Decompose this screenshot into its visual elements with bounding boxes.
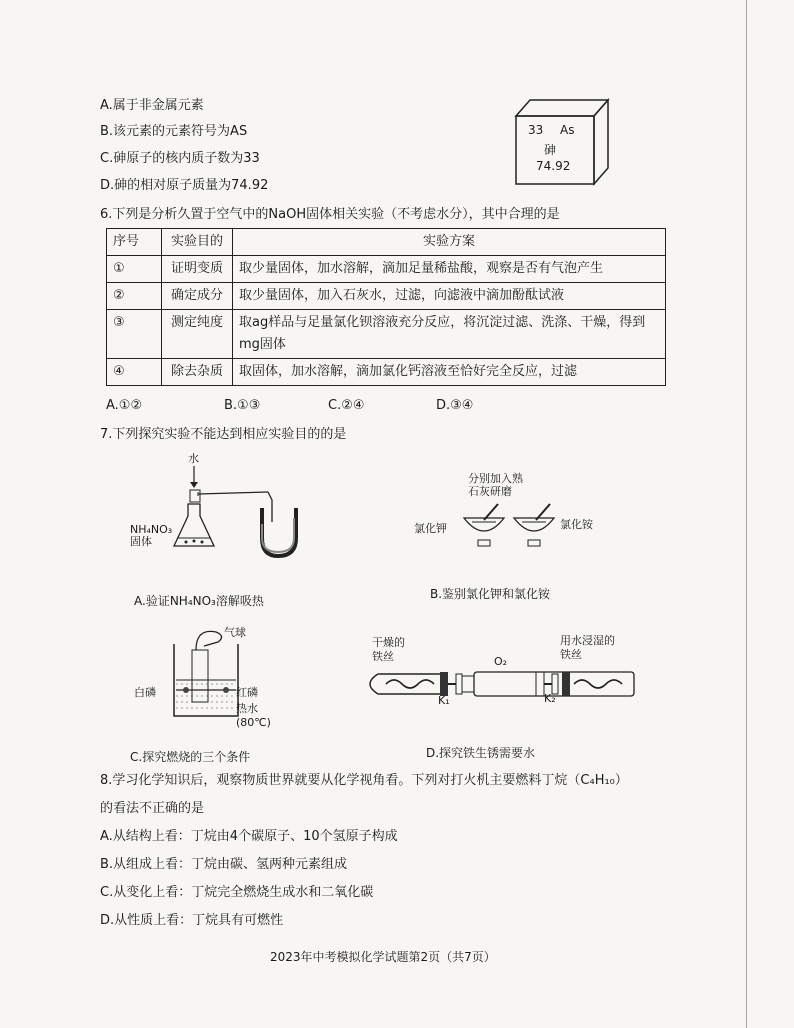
figure-a-solid-label: NH₄NO₃ 固体 <box>130 523 173 548</box>
figure-c-white-p-label: 白磷 <box>134 686 156 699</box>
table-row <box>107 283 666 310</box>
row-purpose: 除去杂质 <box>162 359 233 386</box>
row-plan: 取固体，加水溶解，滴加氯化钙溶液至恰好完全反应，过滤 <box>233 359 666 386</box>
page-edge-line <box>746 0 747 1028</box>
figure-a-apparatus <box>150 452 320 562</box>
figure-d-wet-label: 用水浸湿的 铁丝 <box>560 634 615 661</box>
row-plan: 取ag样品与足量氯化钡溶液充分反应，将沉淀过滤、洗涤、干燥，得到mg固体 <box>233 310 666 359</box>
q8-stem-line1: 8.学习化学知识后，观察物质世界就要从化学视角看。下列对打火机主要燃料丁烷（C₄H₁₀） <box>100 773 628 788</box>
figure-d-k1-label: K₁ <box>438 694 450 707</box>
figure-d-tube-apparatus <box>356 662 642 712</box>
element-number: 33 <box>528 123 544 137</box>
table-row <box>107 359 666 386</box>
element-mass: 74.92 <box>536 159 571 173</box>
element-name: 砷 <box>544 143 557 157</box>
header-purpose: 实验目的 <box>162 229 233 256</box>
figure-b-right-label: 氯化铵 <box>560 518 593 531</box>
row-plan: 取少量固体，加入石灰水，过滤，向滤液中滴加酚酞试液 <box>233 283 666 310</box>
row-no: ① <box>107 256 162 283</box>
figure-c-balloon-label: 气球 <box>224 626 246 639</box>
q5-option-d: D.砷的相对原子质量为74.92 <box>100 178 269 193</box>
q8-option-b: B.从组成上看：丁烷由碳、氢两种元素组成 <box>100 857 348 872</box>
q6-option-c: C.②④ <box>328 398 365 413</box>
figure-c-red-p-label: 红磷 <box>236 686 258 699</box>
figure-d-k2-label: K₂ <box>544 692 556 705</box>
row-purpose: 确定成分 <box>162 283 233 310</box>
figure-d-dry-label: 干燥的 铁丝 <box>372 636 405 663</box>
q8-option-d: D.从性质上看：丁烷具有可燃性 <box>100 913 284 928</box>
header-no: 序号 <box>107 229 162 256</box>
row-purpose: 测定纯度 <box>162 310 233 359</box>
figure-d-caption: D.探究铁生锈需要水 <box>426 746 536 760</box>
q6-option-b: B.①③ <box>224 398 261 413</box>
q6-option-d: D.③④ <box>436 398 474 413</box>
row-no: ④ <box>107 359 162 386</box>
figure-a-caption: A.验证NH₄NO₃溶解吸热 <box>134 594 264 608</box>
row-purpose: 证明变质 <box>162 256 233 283</box>
q6-option-a: A.①② <box>106 398 143 413</box>
table-row <box>107 256 666 283</box>
table-row <box>107 310 666 359</box>
figure-a-water-label: 水 <box>188 452 199 465</box>
figure-c-caption: C.探究燃烧的三个条件 <box>130 750 251 764</box>
row-no: ② <box>107 283 162 310</box>
figure-d-o2-label: O₂ <box>494 655 508 668</box>
row-plan: 取少量固体，加水溶解，滴加足量稀盐酸，观察是否有气泡产生 <box>233 256 666 283</box>
q5-option-c: C.砷原子的核内质子数为33 <box>100 151 260 166</box>
figure-b-note: 分别加入熟 石灰研磨 <box>468 472 523 498</box>
header-plan: 实验方案 <box>233 229 666 256</box>
page-footer: 2023年中考模拟化学试题第2页（共7页） <box>270 950 496 964</box>
q5-option-a: A.属于非金属元素 <box>100 98 204 113</box>
q7-stem: 7.下列探究实验不能达到相应实验目的的是 <box>100 427 347 442</box>
q8-option-c: C.从变化上看：丁烷完全燃烧生成水和二氧化碳 <box>100 885 374 900</box>
figure-b-left-label: 氯化钾 <box>414 522 447 535</box>
figure-c-hot-water-label: 热水 <box>236 702 258 715</box>
figure-b-caption: B.鉴别氯化钾和氯化铵 <box>430 587 551 601</box>
row-no: ③ <box>107 310 162 359</box>
q5-option-b: B.该元素的元素符号为AS <box>100 124 248 139</box>
table-header-row <box>107 229 666 256</box>
q8-option-a: A.从结构上看：丁烷由4个碳原子、10个氢原子构成 <box>100 829 398 844</box>
figure-b-mortars <box>454 500 574 552</box>
q6-stem: 6.下列是分析久置于空气中的NaOH固体相关实验（不考虑水分），其中合理的是 <box>100 207 560 222</box>
q8-stem-line2: 的看法不正确的是 <box>100 801 205 816</box>
figure-c-temp-label: (80℃) <box>236 716 271 729</box>
element-card <box>512 96 612 188</box>
element-symbol: As <box>560 123 575 137</box>
q6-table <box>106 228 666 386</box>
